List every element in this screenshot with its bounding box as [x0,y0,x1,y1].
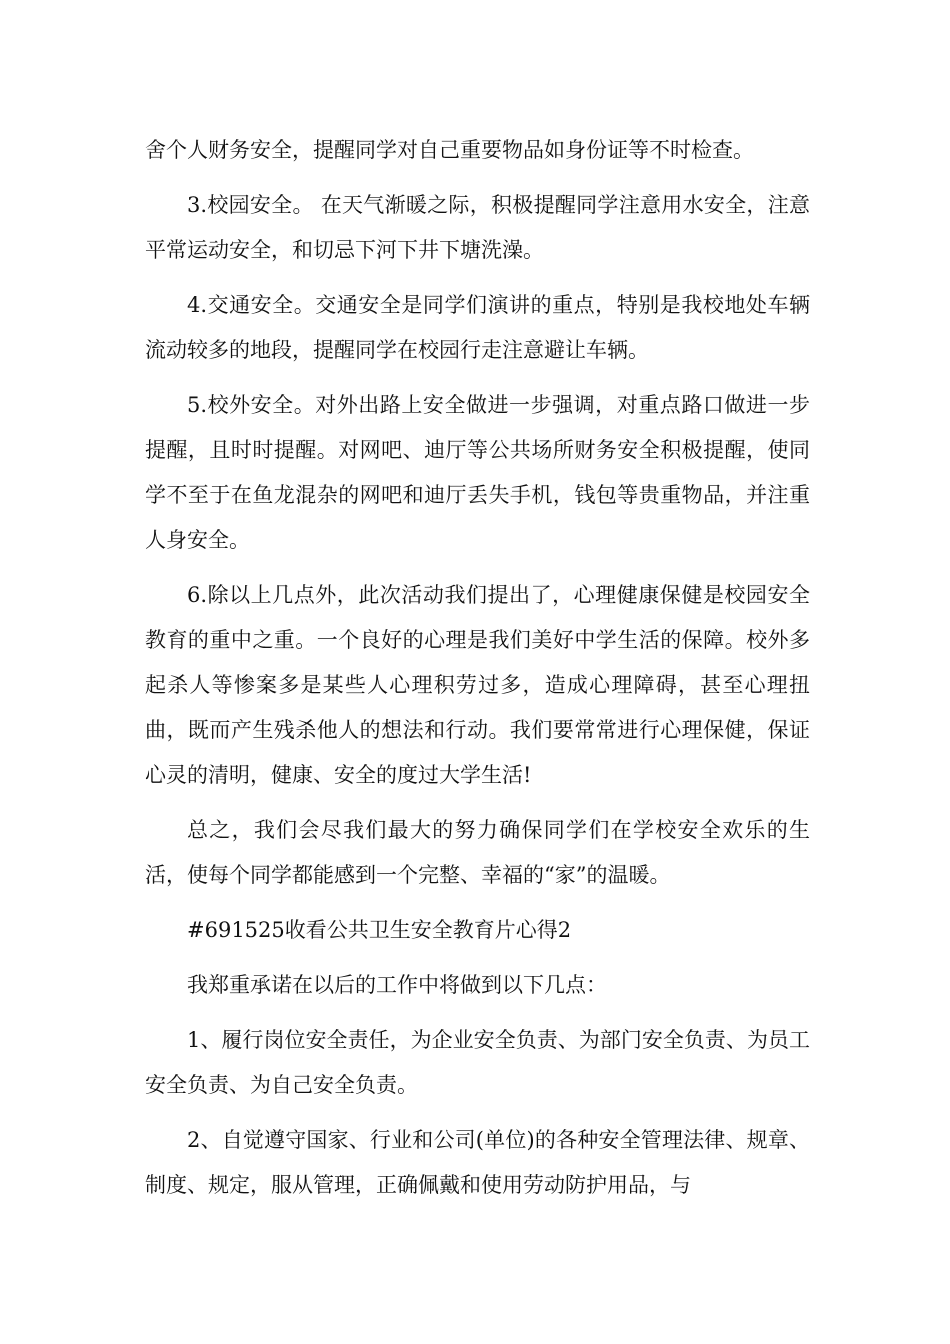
paragraph-pledge-item-1: 1、履行岗位安全责任，为企业安全负责、为部门安全负责、为员工安全负责、为自己安全负责。 [145,1028,810,1097]
paragraph-offcampus-safety: 5.校外安全。对外出路上安全做进一步强调，对重点路口做进一步提醒，且时时提醒。对网吧、迪厅等公共场所财务安全积极提醒，使同学不至于在鱼龙混杂的网吧和迪厅丢失手机，钱包等贵重物品，并注重人身安全。 [145,393,810,552]
paragraph-campus-safety: 3.校园安全。 在天气渐暖之际，积极提醒同学注意用水安全，注意平常运动安全，和切忌下河下井下塘洗澡。 [145,193,810,262]
paragraph-pledge-intro: 我郑重承诺在以后的工作中将做到以下几点： [187,973,607,997]
paragraph-traffic-safety: 4.交通安全。交通安全是同学们演讲的重点，特别是我校地处车辆流动较多的地段，提醒同学在校园行走注意避让车辆。 [145,293,810,362]
document-body [145,128,810,1218]
paragraph-continuation: 舍个人财务安全，提醒同学对自己重要物品如身份证等不时检查。 [145,138,754,162]
paragraph-mental-health: 6.除以上几点外，此次活动我们提出了，心理健康保健是校园安全教育的重中之重。一个良好的心理是我们美好中学生活的保障。校外多起杀人等惨案多是某些人心理积劳过多，造成心理障碍，甚至心理扭曲，既而产生残杀他人的想法和行动。我们要常常进行心理保健，保证心灵的清明，健康、安全的度过大学生活! [145,583,810,787]
paragraph-conclusion: 总之，我们会尽我们最大的努力确保同学们在学校安全欢乐的生活，使每个同学都能感到一个完整、幸福的“家”的温暖。 [145,818,810,887]
paragraph-pledge-item-2: 2、自觉遵守国家、行业和公司(单位)的各种安全管理法律、规章、制度、规定，服从管理，正确佩戴和使用劳动防护用品，与 [145,1128,810,1197]
section-heading: #691525收看公共卫生安全教育片心得2 [187,918,572,942]
